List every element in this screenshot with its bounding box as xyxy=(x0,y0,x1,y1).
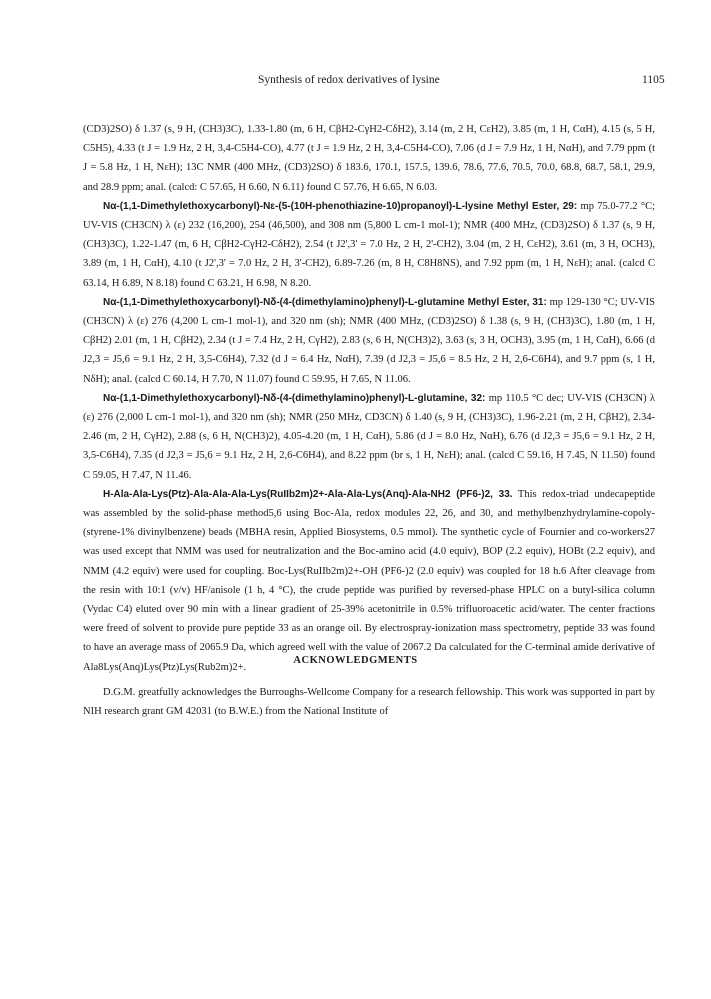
compound-heading: Nα-(1,1-Dimethylethoxycarbonyl)-Nε-(5-(10H-phenothiazine-10)propanoyl)-L-lysine Methyl Ester, 29: xyxy=(103,200,578,212)
paragraph-compound-32 xyxy=(83,389,655,485)
paragraph-peptide-33 xyxy=(83,485,655,677)
paragraph-text: (CD3)2SO) δ 1.37 (s, 9 H, (CH3)3C), 1.33-1.80 (m, 6 H, CβH2-CγH2-CδH2), 3.14 (m, 2 H, CεH2), 3.85 (m, 1 H, CαH), 4.15 (s, 5 H, C5H5), 4.33 (t J = 1.9 Hz, 2 H, 3,4-C5H4-CO), 4.77 (t J = 1.9 Hz, 2 H, 3,4-C5H4-CO), 7.06 (d J = 7.9 Hz, 1 H, NαH), and 7.79 ppm (t J = 5.8 Hz, 1 H, NεH); 13C NMR (400 MHz, (CD3)2SO) δ 183.6, 170.1, 157.5, 139.6, 78.6, 77.6, 70.5, 70.0, 68.8, 68.7, 58.1, 29.9, and 28.9 ppm; anal. (calcd: C 57.65, H 6.60, N 6.11) found C 57.76, H 6.65, N 6.03. xyxy=(83,124,655,193)
compound-heading: Nα-(1,1-Dimethylethoxycarbonyl)-Nδ-(4-(dimethylamino)phenyl)-L-glutamine, 32: xyxy=(103,392,486,404)
paragraph-text: This redox-triad undecapeptide was assembled by the solid-phase method5,6 using Boc-Ala, redox modules 22, 26, and 30, and methylbenzhydrylamine-copoly-(styrene-1% divinylbenzene) beads (MBHA resin, Applied Biosystems, 0.5 mmol). The synthetic cycle of Fournier and co-workers27 was used except that NMM was used for neutralization and the Boc-amino acid (4.0 equiv), BOP (2.2 equiv), HOBt (2.2 equiv), and NMM (4.2 equiv) were used for coupling. Boc-Lys(RuIIb2m)2+-OH (PF6-)2 (2.0 equiv) was coupled for 18 h.6 After cleavage from the resin with 10:1 (v/v) HF/anisole (1 h, 4 °C), the crude peptide was purified by reversed-phase HPLC on a butyl-silica column (Vydac C4) eluted over 90 min with a linear gradient of 25-39% acetonitrile in 0.5% trifluoroacetic acid/water. The center fractions were freed of solvent to provide pure peptide 33 as an orange oil. By electrospray-ionization mass spectrometry, peptide 33 was found to have an average mass of 2065.9 Da, which agreed well with the value of 2067.2 Da calculated for the C-terminal amide derivative of Ala8Lys(Anq)Lys(Ptz)Lys(Rub2m)2+. xyxy=(83,488,655,673)
compound-heading: H-Ala-Ala-Lys(Ptz)-Ala-Ala-Ala-Lys(RuIIb2m)2+-Ala-Ala-Lys(Anq)-Ala-NH2 (PF6-)2, 33. xyxy=(103,488,513,500)
paragraph-text: mp 75.0-77.2 °C; UV-VIS (CH3CN) λ (ε) 232 (16,200), 254 (46,500), and 308 nm (5,800 L cm-1 mol-1); NMR (400 MHz, (CD3)2SO) δ 1.37 (s, 9 H, (CH3)3C), 1.22-1.47 (m, 6 H, CβH2-CγH2-CδH2), 2.54 (t J2',3' = 7.0 Hz, 2 H, 2'-CH2), 3.04 (m, 2 H, CεH2), 3.61 (m, 3 H, OCH3), 3.89 (m, 1 H, CαH), 4.10 (t J2',3' = 7.0 Hz, 2 H, 3'-CH2), 6.89-7.26 (m, 8 H, C8H8NS), and 7.92 ppm (m, 1 H, NεH); anal. (calcd C 63.14, H 6.89, N 8.18) found C 63.21, H 6.98, N 8.20. xyxy=(83,200,655,289)
running-title: Synthesis of redox derivatives of lysine xyxy=(258,74,440,86)
page-number: 1105 xyxy=(642,74,665,86)
paragraph-compound-29 xyxy=(83,197,655,293)
paragraph-text: mp 129-130 °C; UV-VIS (CH3CN) λ (ε) 276 (4,200 L cm-1 mol-1), and 320 nm (sh); NMR (400 MHz, (CD3)2SO) δ 1.38 (s, 9 H, (CH3)3C), 1.80 (m, 1 H, CβH2) 2.01 (m, 1 H, CβH2), 2.34 (t J = 7.4 Hz, 2 H, CγH2), 2.83 (s, 6 H, N(CH3)2), 3.63 (s, 3 H, OCH3), 3.95 (m, 1 H, CαH), 6.66 (d J2,3 = J5,6 = 9.1 Hz, 2 H, 3,5-C6H4), 7.32 (d J = 6.4 Hz, NαH), 7.39 (d J2,3 = J5,6 = 8.5 Hz, 2 H, 2,6-C6H4), and 9.7 ppm (s, 1 H, NδH); anal. (calcd C 60.14, H 7.70, N 11.07) found C 59.95, H 7.65, N 11.06. xyxy=(83,296,655,385)
compound-heading: Nα-(1,1-Dimethylethoxycarbonyl)-Nδ-(4-(dimethylamino)phenyl)-L-glutamine Methyl Ester, 31: xyxy=(103,296,547,308)
paragraph-text: mp 110.5 °C dec; UV-VIS (CH3CN) λ (ε) 276 (2,000 L cm-1 mol-1), and 320 nm (sh); NMR (250 MHz, CD3CN) δ 1.40 (s, 9 H, (CH3)3C), 1.96-2.21 (m, 2 H, CβH2), 2.34-2.46 (m, 2 H, CγH2), 2.88 (s, 6 H, N(CH3)2), 4.05-4.20 (m, 1 H, CαH), 5.86 (d J = 8.0 Hz, NαH), 6.76 (d J2,3 = J5,6 = 9.1 Hz, 2 H, 3,5-C6H4), 7.35 (d J2,3 = J5,6 = 9.1 Hz, 2 H, 2,6-C6H4), and 8.22 ppm (br s, 1 H, NεH); anal. (calcd C 59.16, H 7.45, N 11.50) found C 59.05, H 7.47, N 11.46. xyxy=(83,392,655,481)
acknowledgments-heading: ACKNOWLEDGMENTS xyxy=(293,655,418,666)
acknowledgments-text: D.G.M. greatfully acknowledges the Burroughs-Wellcome Company for a research fellowship. This work was supported in part by NIH research grant GM 42031 (to B.W.E.) from the National Institute of xyxy=(83,687,655,718)
paragraph-compound-31 xyxy=(83,293,655,389)
paragraph-continued-nmr xyxy=(83,120,655,197)
experimental-section xyxy=(83,120,655,677)
